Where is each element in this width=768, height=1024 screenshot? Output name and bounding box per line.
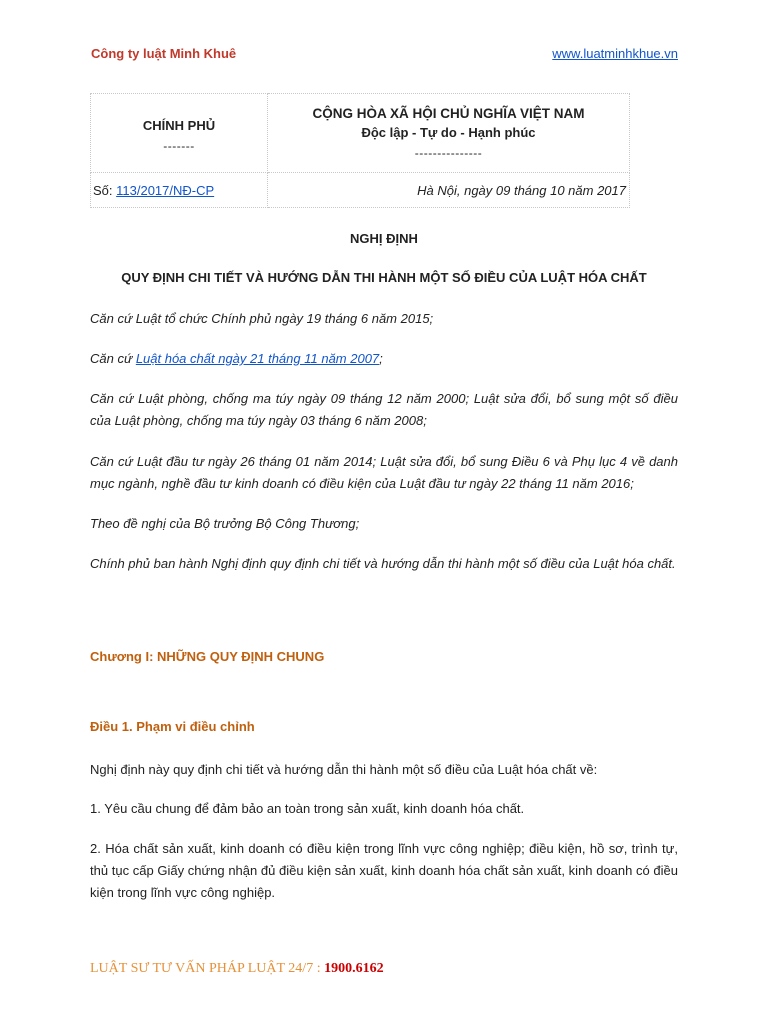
motto-divider: --------------- xyxy=(414,146,483,160)
preamble-paragraph: Căn cứ Luật đầu tư ngày 26 tháng 01 năm 2014; Luật sửa đổi, bổ sung Điều 6 và Phụ lục 4 về danh mục ngành, nghề đầu tư kinh doanh có điều kiện của Luật đầu tư ngày 22 tháng 11 năm 2016; xyxy=(90,454,678,491)
article-intro: Nghị định này quy định chi tiết và hướng dẫn thi hành một số điều của Luật hóa chất về: xyxy=(90,762,598,777)
nation-cell xyxy=(268,94,630,173)
issuing-agency-cell xyxy=(91,94,268,173)
preamble-text: ; xyxy=(379,351,383,366)
preamble-paragraph: Căn cứ Luật phòng, chống ma túy ngày 09 tháng 12 năm 2000; Luật sửa đổi, bổ sung một số điều của Luật phòng, chống ma túy ngày 03 tháng 6 năm 2008; xyxy=(90,391,678,428)
issuing-agency: CHÍNH PHỦ xyxy=(142,117,216,133)
preamble-paragraph: Theo đề nghị của Bộ trưởng Bộ Công Thương; xyxy=(90,516,360,531)
chapter-heading: Chương I: NHỮNG QUY ĐỊNH CHUNG xyxy=(90,649,325,664)
hotline-footer xyxy=(90,961,384,977)
document-header-table xyxy=(90,93,630,208)
place-date: Hà Nội, ngày 09 tháng 10 năm 2017 xyxy=(268,173,630,208)
preamble-paragraph xyxy=(90,348,678,370)
preamble-paragraph: Chính phủ ban hành Nghị định quy định chi tiết và hướng dẫn thi hành một số điều của Luật hóa chất. xyxy=(90,556,676,571)
hotline-label: LUẬT SƯ TƯ VẤN PHÁP LUẬT 24/7 : xyxy=(90,961,325,976)
document-number-cell xyxy=(91,173,268,208)
agency-divider: ------- xyxy=(163,138,195,153)
website-link[interactable]: www.luatminhkhue.vn xyxy=(552,46,678,61)
preamble-text: Căn cứ xyxy=(90,351,136,366)
company-name: Công ty luật Minh Khuê xyxy=(91,46,237,61)
hotline-number[interactable]: 1900.6162 xyxy=(324,961,384,976)
article-heading: Điều 1. Phạm vi điều chỉnh xyxy=(90,719,255,734)
preamble-paragraph: Căn cứ Luật tổ chức Chính phủ ngày 19 tháng 6 năm 2015; xyxy=(90,311,434,326)
document-number-label: Số: xyxy=(93,182,117,198)
nation-name: CỘNG HÒA XÃ HỘI CHỦ NGHĨA VIỆT NAM xyxy=(312,106,585,121)
chemical-law-link[interactable]: Luật hóa chất ngày 21 tháng 11 năm 2007 xyxy=(135,351,380,366)
document-type: NGHỊ ĐỊNH xyxy=(350,231,418,246)
article-item: 2. Hóa chất sản xuất, kinh doanh có điều kiện trong lĩnh vực công nghiệp; điều kiện, hồ sơ, trình tự, thủ tục cấp Giấy chứng nhận đủ điều kiện sản xuất, kinh doanh hóa chất sản xuất, kinh doanh có điều kiện trong lĩnh vực công nghiệp. xyxy=(90,841,678,900)
national-motto: Độc lập - Tự do - Hạnh phúc xyxy=(361,125,536,140)
article-item: 1. Yêu cầu chung để đảm bảo an toàn trong sản xuất, kinh doanh hóa chất. xyxy=(90,801,525,816)
document-number-link[interactable]: 113/2017/NĐ-CP xyxy=(116,182,215,198)
document-subject: QUY ĐỊNH CHI TIẾT VÀ HƯỚNG DẪN THI HÀNH MỘT SỐ ĐIỀU CỦA LUẬT HÓA CHẤT xyxy=(121,270,647,285)
